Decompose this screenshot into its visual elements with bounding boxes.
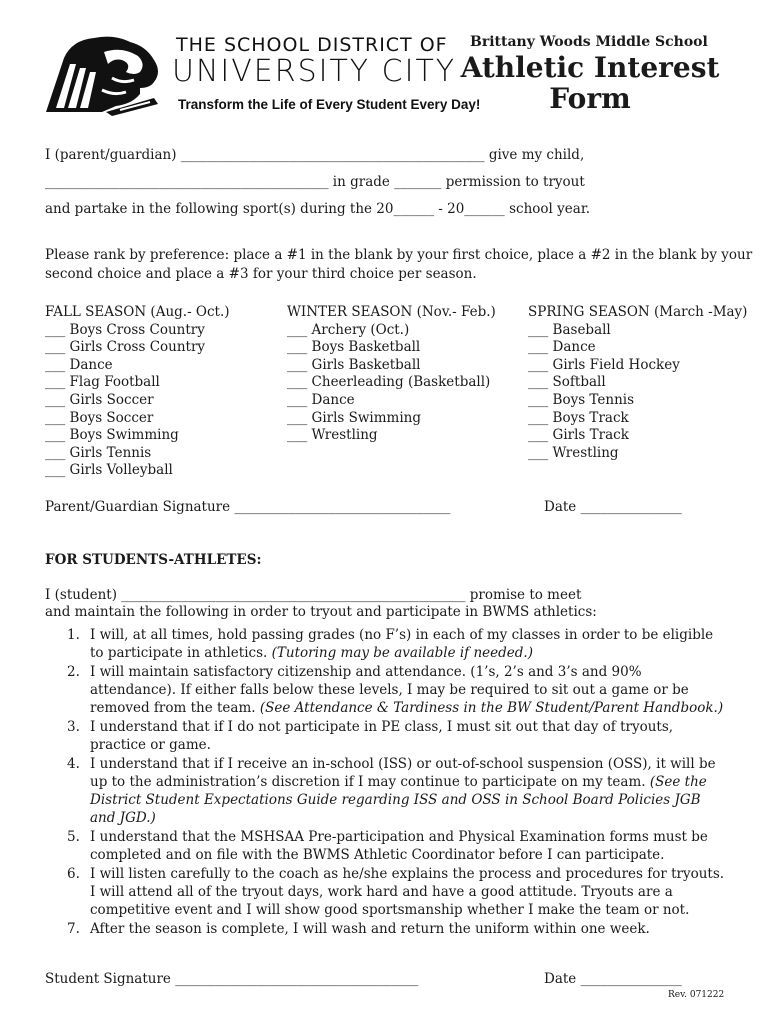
sport-option[interactable]: ___ Girls Tennis	[45, 444, 152, 461]
school-year-line[interactable]: and partake in the following sport(s) during the 20______ - 20______ school year.	[45, 201, 591, 217]
sport-option[interactable]: ___ Boys Soccer	[45, 409, 154, 426]
sport-option[interactable]: ___ Boys Basketball	[287, 339, 421, 356]
student-name-line[interactable]: I (student) ___________________________________________________ promise to meet	[45, 587, 582, 603]
rank-instructions-line2: second choice and place a #3 for your third choice per season.	[45, 266, 477, 282]
rule-number: 7.	[67, 921, 80, 937]
student-date-field[interactable]: Date _______________	[544, 971, 682, 987]
season-heading: SPRING SEASON (March -May)	[528, 304, 748, 320]
sport-option[interactable]: ___ Dance	[528, 339, 596, 356]
sport-option[interactable]: ___ Boys Swimming	[45, 427, 179, 444]
sport-option[interactable]: ___ Boys Cross Country	[45, 321, 205, 338]
winter-season-column	[287, 304, 496, 445]
rule-text: After the season is complete, I will wash and return the uniform within one week.	[90, 921, 650, 937]
sport-option[interactable]: ___ Girls Track	[528, 427, 629, 444]
athlete-rules-list	[45, 626, 725, 939]
students-athletes-heading: FOR STUDENTS-ATHLETES:	[45, 552, 262, 568]
parent-signature-field[interactable]: Parent/Guardian Signature ________________________________	[45, 499, 451, 515]
school-name: Brittany Woods Middle School	[470, 34, 708, 50]
sport-option[interactable]: ___ Softball	[528, 374, 606, 391]
sport-option[interactable]: ___ Archery (Oct.)	[287, 321, 410, 338]
rule-text: I will maintain satisfactory citizenship and attendance. (1’s, 2’s and 3’s and 90% attendance). If either falls below these levels, I may be required to sit out a game or be removed from the team.	[90, 664, 689, 716]
sport-option[interactable]: ___ Wrestling	[528, 444, 619, 461]
sport-option[interactable]: ___ Dance	[287, 391, 355, 408]
parent-name-line[interactable]: I (parent/guardian) _____________________________________________ give my child,	[45, 147, 585, 163]
form-title-line2: Form	[549, 82, 631, 115]
lion-emblem-icon	[42, 28, 170, 118]
sport-option[interactable]: ___ Dance	[45, 356, 113, 373]
rule-number: 6.	[67, 866, 80, 882]
season-heading: WINTER SEASON (Nov.- Feb.)	[287, 304, 496, 320]
rule-note: (See the District Student Expectations Guide regarding ISS and OSS in School Board Policies JGB and JGD.)	[90, 774, 707, 826]
sport-option[interactable]: ___ Baseball	[528, 321, 611, 338]
sport-option[interactable]: ___ Boys Tennis	[528, 391, 635, 408]
rule-number: 5.	[67, 829, 80, 845]
rank-instructions-line1: Please rank by preference: place a #1 in the blank by your first choice, place a #2 in the blank by your	[45, 247, 753, 263]
list-item	[45, 865, 725, 919]
season-heading: FALL SEASON (Aug.- Oct.)	[45, 304, 230, 320]
rule-number: 4.	[67, 756, 80, 772]
sport-option[interactable]: ___ Girls Volleyball	[45, 462, 173, 479]
rule-text: I understand that if I receive an in-school (ISS) or out-of-school suspension (OSS), it will be up to the administration’s discretion if I may continue to participate on my team.	[90, 756, 716, 790]
sport-option[interactable]: ___ Girls Swimming	[287, 409, 422, 426]
sport-option[interactable]: ___ Flag Football	[45, 374, 160, 391]
district-name-line2: UNIVERSITY CITY	[172, 54, 457, 89]
sport-option[interactable]: ___ Girls Cross Country	[45, 339, 206, 356]
rule-number: 1.	[67, 627, 80, 643]
sport-option[interactable]: ___ Girls Field Hockey	[528, 356, 680, 373]
rule-text: I understand that the MSHSAA Pre-participation and Physical Examination forms must be completed and on file with the BWMS Athletic Coordinator before I can participate.	[90, 829, 708, 863]
district-tagline: Transform the Life of Every Student Every Day!	[178, 97, 481, 112]
form-title	[455, 52, 725, 114]
fall-season-column	[45, 304, 230, 480]
district-name-line1: THE SCHOOL DISTRICT OF	[176, 34, 448, 56]
list-item	[45, 828, 725, 864]
district-logo	[42, 28, 170, 118]
list-item	[45, 626, 725, 662]
parent-date-field[interactable]: Date _______________	[544, 499, 682, 515]
sport-option[interactable]: ___ Cheerleading (Basketball)	[287, 374, 491, 391]
student-signature-field[interactable]: Student Signature ____________________________________	[45, 971, 419, 987]
student-commitment-line: and maintain the following in order to tryout and participate in BWMS athletics:	[45, 604, 597, 620]
rule-number: 3.	[67, 719, 80, 735]
list-item	[45, 718, 725, 754]
rule-note: (Tutoring may be available if needed.)	[271, 645, 533, 661]
list-item	[45, 755, 725, 827]
rule-note: (See Attendance & Tardiness in the BW Student/Parent Handbook.)	[259, 700, 724, 716]
sport-option[interactable]: ___ Girls Basketball	[287, 356, 421, 373]
spring-season-column	[528, 304, 747, 462]
rule-text: I will listen carefully to the coach as he/she explains the process and procedures for tryouts. I will attend all of the tryout days, work hard and have a good attitude. Tryouts are a competitive event and I will show good sportsmanship whether I make the team or not.	[90, 866, 725, 918]
form-title-line1: Athletic Interest	[460, 51, 720, 84]
rule-number: 2.	[67, 664, 80, 680]
rule-text: I understand that if I do not participate in PE class, I must sit out that day of tryouts, practice or game.	[90, 719, 674, 753]
rule-text: I will, at all times, hold passing grades (no F’s) in each of my classes in order to be eligible to participate in athletics.	[90, 627, 714, 661]
child-grade-line[interactable]: __________________________________________ in grade _______ permission to tryout	[45, 174, 585, 190]
sport-option[interactable]: ___ Wrestling	[287, 427, 378, 444]
list-item	[45, 920, 725, 938]
revision-label: Rev. 071222	[668, 990, 725, 1000]
sport-option[interactable]: ___ Girls Soccer	[45, 391, 154, 408]
list-item	[45, 663, 725, 717]
sport-option[interactable]: ___ Boys Track	[528, 409, 629, 426]
